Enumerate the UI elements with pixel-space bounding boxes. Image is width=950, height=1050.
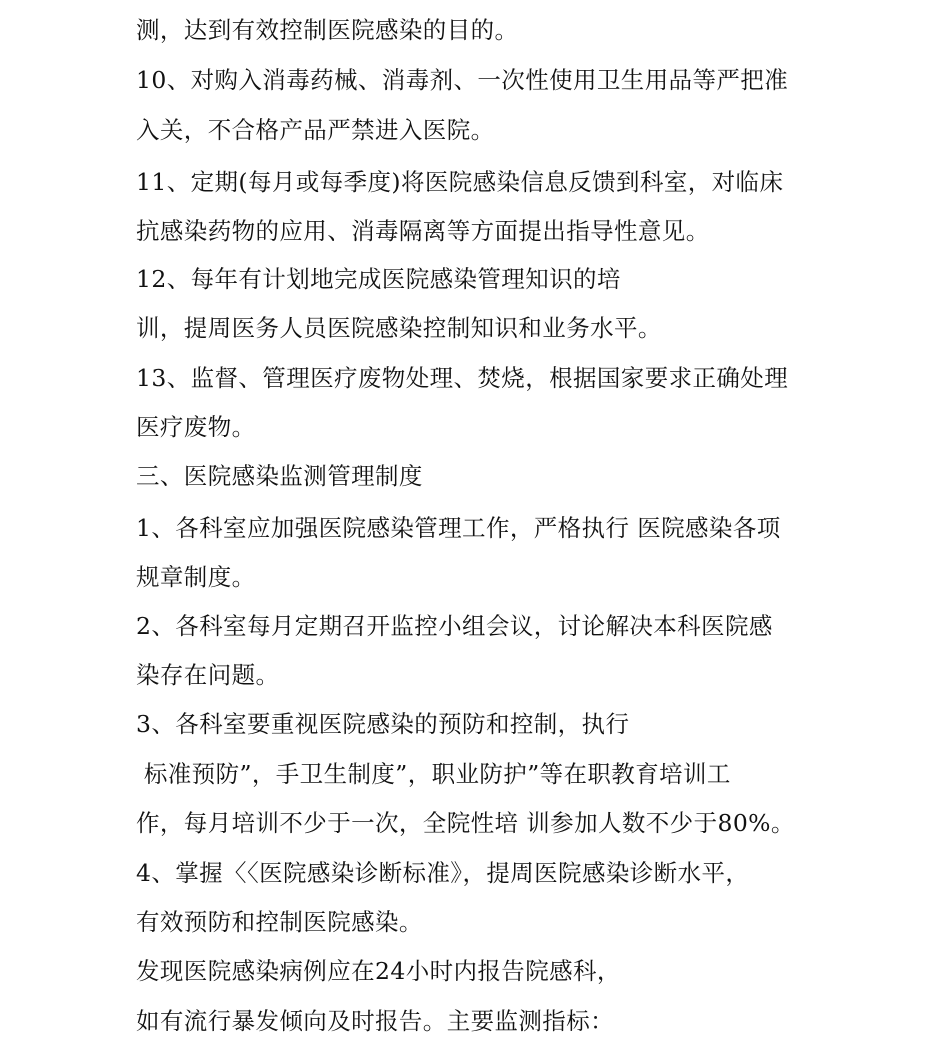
text-line: 10、对购入消毒药械、消毒剂、一次性使用卫生用品等严把准 [136,66,789,94]
text-line: 2、各科室每月定期召开监控小组会议，讨论解决本科医院感 [136,612,773,640]
text-line: 3、各科室要重视医院感染的预防和控制，执行 [136,710,630,738]
section-heading: 三、医院感染监测管理制度 [136,462,423,490]
text-line: 13、监督、管理医疗废物处理、焚烧，根据国家要求正确处理 [136,364,789,392]
text-line: 4、掌握〈〈医院感染诊断标准》，提周医院感染诊断水平， [136,859,750,887]
text-line: 有效预防和控制医院感染。 [136,908,423,936]
text-line: 医疗废物。 [136,413,256,441]
text-line: 标准预防”，手卫生制度”，职业防护”等在职教育培训工 [136,760,731,788]
text-line: 规章制度。 [136,563,256,591]
text-line: 如有流行暴发倾向及时报告。主要监测指标： [136,1007,614,1035]
text-line: 抗感染药物的应用、消毒隔离等方面提出指导性意见。 [136,217,710,245]
text-line: 1、各科室应加强医院感染管理工作，严格执行 医院感染各项 [136,514,781,542]
text-line: 训，提周医务人员医院感染控制知识和业务水平。 [136,314,662,342]
text-line: 发现医院感染病例应在24小时内报告院感科， [136,957,621,985]
text-line: 入关，不合格产品严禁进入医院。 [136,116,495,144]
text-line: 作，每月培训不少于一次，全院性培 训参加人数不少于80%。 [136,809,795,837]
text-line: 12、每年有计划地完成医院感染管理知识的培 [136,265,621,293]
text-line: 测，达到有效控制医院感染的目的。 [136,16,519,44]
text-line: 11、定期(每月或每季度)将医院感染信息反馈到科室，对临床 [136,168,784,196]
text-line: 染存在问题。 [136,661,280,689]
